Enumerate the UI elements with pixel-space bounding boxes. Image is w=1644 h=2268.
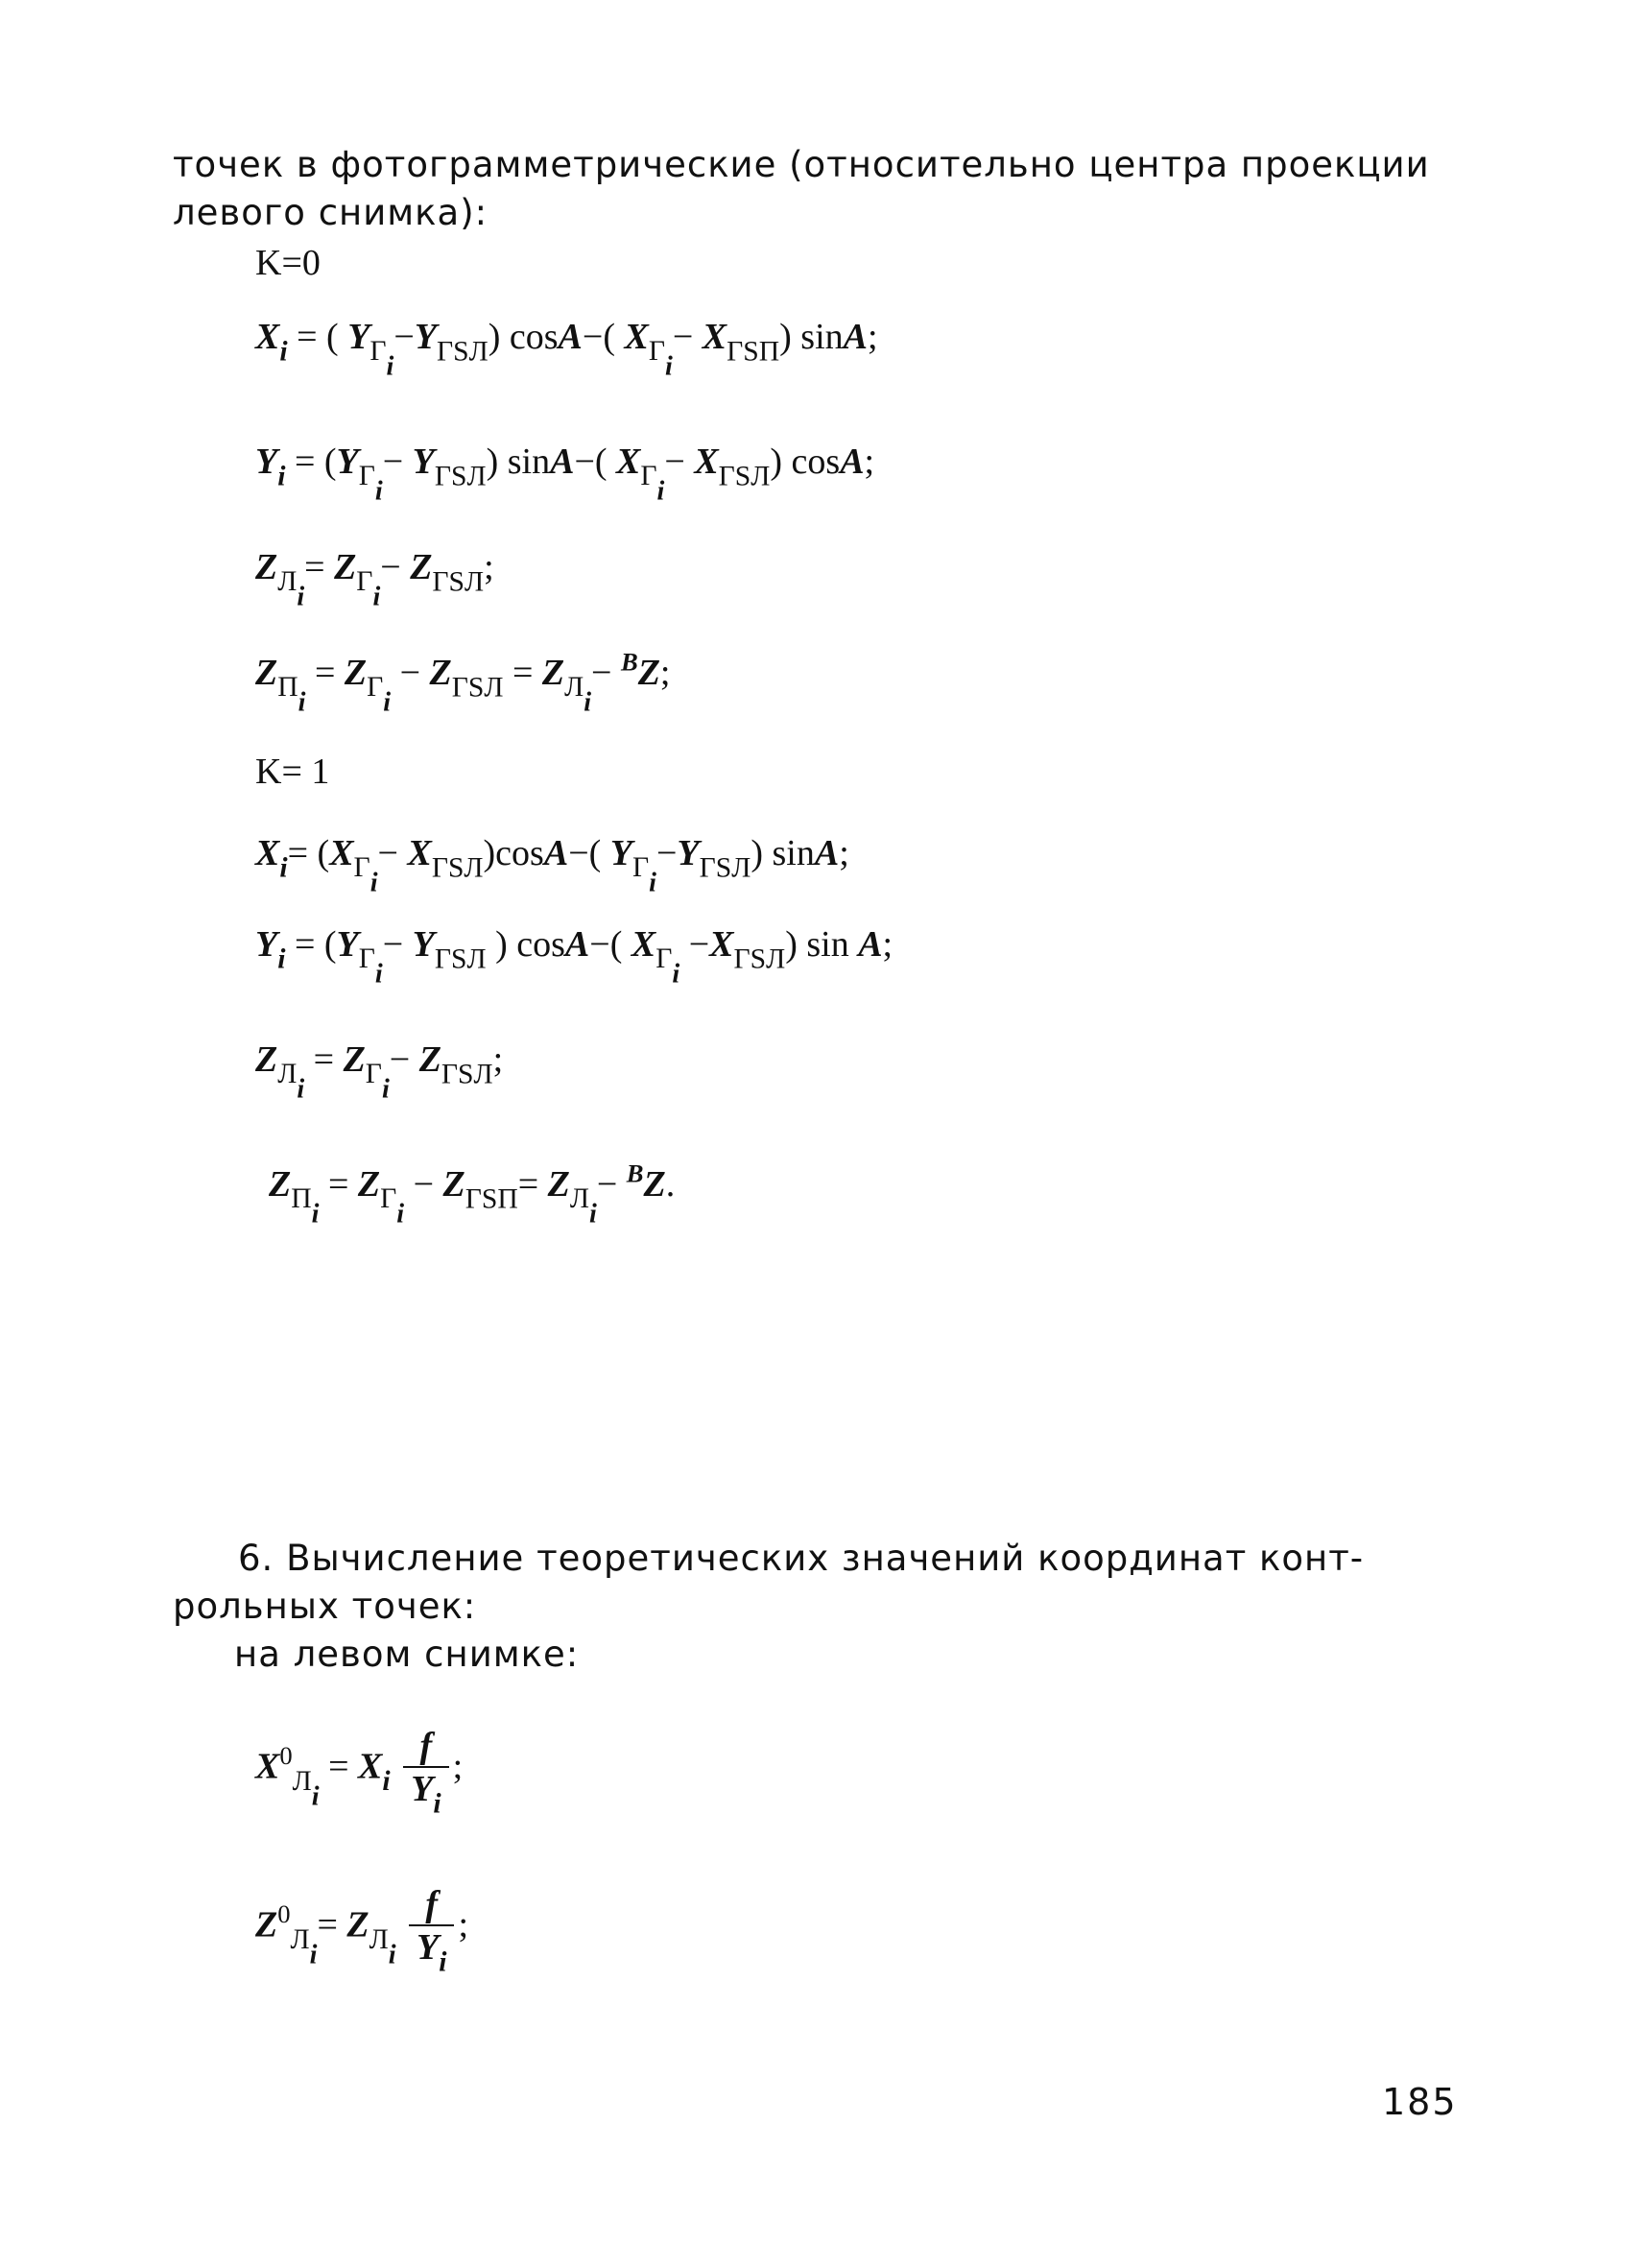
fraction-f-over-yi: $\frac{f}{Y_i}$ (403, 1728, 448, 1811)
k0-equation-zl: $Z_{Л_i}= Z_{\Gamma_i}- Z_{\Gamma SЛ}$; (255, 547, 494, 612)
k1-equation-zp: $Z_{П_i} = Z_{\Gamma_i} - Z_{\Gamma SП}= Z_{Л_i}- ^BZ$. (269, 1158, 676, 1229)
intro-line-1: точек в фотограмметрические (относительно центра проекции (173, 144, 1430, 185)
k1-label (255, 751, 329, 793)
k0-label-text: K=0 (255, 243, 321, 283)
k1-label-text: K= 1 (255, 752, 330, 792)
equation-z0-left: $Z^0_{Л_i}= Z_{Л_i}$ $\frac{f}{Y_i}$ ; (255, 1884, 469, 1978)
k1-equation-zl: $Z_{Л_i} = Z_{\Gamma_i}- Z_{\Gamma SЛ}$; (255, 1039, 504, 1105)
section6-line-1: 6. Вычисление теоретических значений координат конт- (238, 1538, 1365, 1579)
intro-line-2: левого снимка): (173, 192, 488, 233)
page-number: 185 (1382, 2081, 1458, 2123)
fraction-f-over-yi-2: $\frac{f}{Y_i}$ (409, 1886, 454, 1970)
k1-equation-x: $X_i= (X_{\Gamma_i}- X_{\Gamma SЛ})\cos A-$( $Y_{\Gamma_i}-Y_{\Gamma SЛ}$) sinA; (255, 833, 849, 898)
section6-line-2: рольных точек: (173, 1586, 477, 1627)
k1-equation-y: $Y_i = (Y_{\Gamma_i}- Y_{\Gamma SЛ}$ ) cosA−( $X_{\Gamma_i} -X_{\Gamma SЛ}$) sin A; (255, 924, 893, 990)
equation-x0-left: $X^0_{Л_i} = X_i$ $\frac{f}{Y_i}$ ; (255, 1726, 464, 1820)
k0-equation-y: $Y_i = (Y_{\Gamma_i}- Y_{\Gamma SЛ})$ sinA−( $X_{\Gamma_i}- X_{\Gamma SЛ}$) cosA; (255, 442, 875, 507)
k0-label (255, 242, 321, 284)
k0-equation-x: $X_i$ = ( $Y_{\Gamma_i}-Y_{\Gamma SЛ}$) cosA−( $X_{\Gamma_i}- X_{\Gamma SП}$) sinA; (255, 317, 878, 382)
k0-equation-zp: $Z_{П_i} = Z_{\Gamma_i} - Z_{\Gamma SЛ} = Z_{Л_i}- ^BZ$; (255, 647, 671, 718)
section6-line-3: на левом снимке: (234, 1634, 580, 1675)
